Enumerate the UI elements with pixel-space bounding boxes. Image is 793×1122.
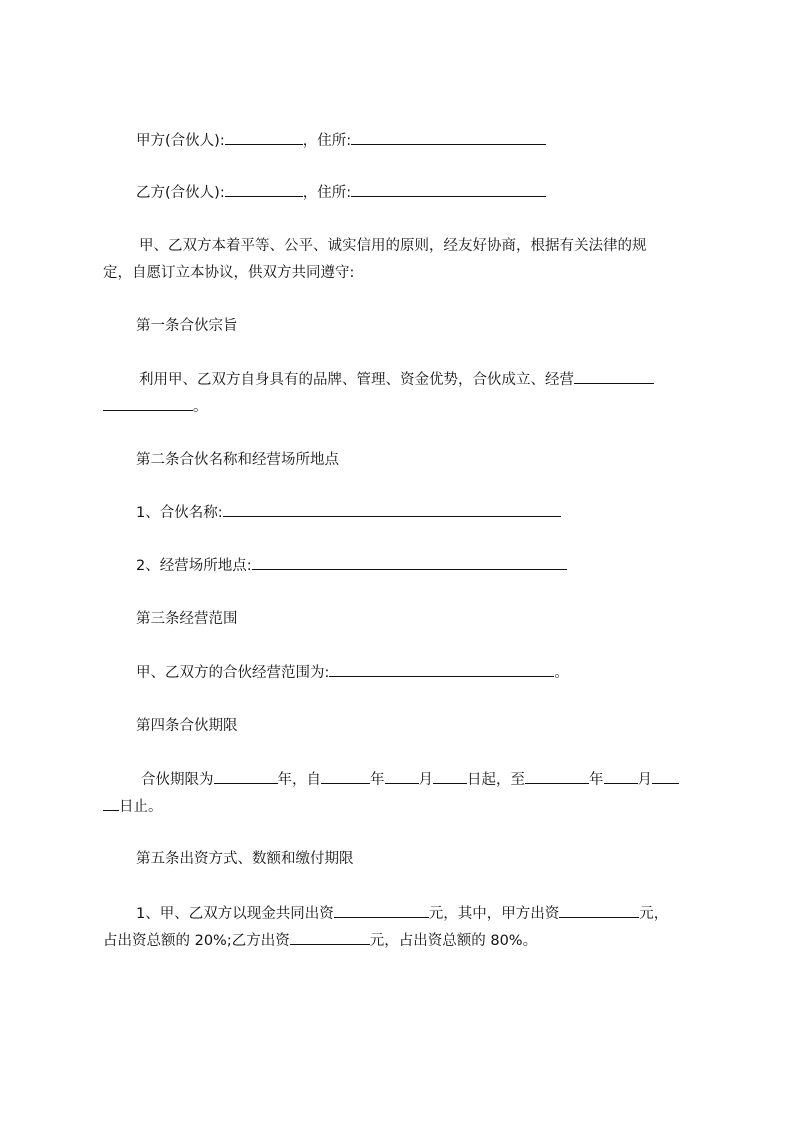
start-month-blank xyxy=(385,767,419,784)
intro-paragraph xyxy=(103,233,703,287)
party-a-capital-blank xyxy=(559,901,639,918)
party-a-address-blank xyxy=(351,128,546,145)
article-5-paragraph xyxy=(103,901,703,955)
party-a-label: 甲方(合伙人): xyxy=(136,133,225,149)
article-1-title: 第一条合伙宗旨 xyxy=(136,318,238,334)
partnership-name-blank xyxy=(223,500,561,517)
end-day-unit: 日止。 xyxy=(119,799,163,815)
party-b-label: 乙方(合伙人): xyxy=(136,185,225,201)
article-3-end: 。 xyxy=(554,665,569,681)
joint-capital-label: 1、甲、乙双方以现金共同出资 xyxy=(136,906,334,922)
business-location-label: 2、经营场所地点: xyxy=(136,558,252,574)
joint-capital-blank xyxy=(334,901,429,918)
start-day-blank xyxy=(433,767,467,784)
article-1-business-blank-1 xyxy=(574,367,654,384)
term-years-blank xyxy=(214,767,278,784)
intro-line-2: 定，自愿订立本协议，供双方共同遵守: xyxy=(103,265,355,281)
article-5-title: 第五条出资方式、数额和缴付期限 xyxy=(136,851,354,867)
business-scope-blank xyxy=(329,660,554,677)
party-a-line xyxy=(103,128,736,155)
article-1-text: 利用甲、乙双方自身具有的品牌、管理、资金优势，合伙成立、经营 xyxy=(139,372,574,388)
party-a-address-label: ，住所: xyxy=(302,133,352,149)
start-day-unit: 日起，至 xyxy=(467,772,525,788)
partnership-name-label: 1、合伙名称: xyxy=(136,505,223,521)
party-b-capital-label: 占出资总额的 20%;乙方出资 xyxy=(103,933,290,949)
end-day-blank-1 xyxy=(652,767,679,784)
start-year-blank xyxy=(321,767,370,784)
party-a-capital-unit: 元， xyxy=(639,906,669,922)
party-b-name-blank xyxy=(225,180,303,197)
party-b-address-label: ，住所: xyxy=(302,185,352,201)
business-location-blank xyxy=(252,553,567,570)
party-b-address-blank xyxy=(351,180,546,197)
end-month-blank xyxy=(604,767,638,784)
party-a-capital-label: 元，其中，甲方出资 xyxy=(428,906,560,922)
article-2-item-2 xyxy=(103,553,736,580)
party-b-capital-blank xyxy=(290,928,370,945)
intro-line-1: 甲、乙双方本着平等、公平、诚实信用的原则，经友好协商，根据有关法律的规 xyxy=(139,238,647,254)
party-b-line xyxy=(103,180,736,207)
article-1-end: 。 xyxy=(193,399,208,415)
end-year-unit: 年 xyxy=(589,772,604,788)
article-2-item-1 xyxy=(103,500,736,527)
term-label: 合伙期限为 xyxy=(141,772,214,788)
start-month-unit: 月 xyxy=(418,772,433,788)
party-a-name-blank xyxy=(225,128,303,145)
article-2-title: 第二条合伙名称和经营场所地点 xyxy=(136,452,339,468)
article-4-paragraph xyxy=(103,767,703,821)
start-year-unit: 年 xyxy=(370,772,385,788)
article-3-title: 第三条经营范围 xyxy=(136,611,238,627)
article-4-title: 第四条合伙期限 xyxy=(136,718,238,734)
article-1-business-blank-2 xyxy=(103,394,193,411)
article-3-text-line xyxy=(103,660,736,687)
end-day-blank-2 xyxy=(103,794,119,811)
party-b-capital-unit: 元，占出资总额的 80%。 xyxy=(369,933,538,949)
business-scope-label: 甲、乙双方的合伙经营范围为: xyxy=(136,665,330,681)
end-month-unit: 月 xyxy=(637,772,652,788)
term-years-unit: 年，自 xyxy=(277,772,321,788)
article-1-paragraph xyxy=(103,367,703,421)
end-year-blank xyxy=(525,767,589,784)
